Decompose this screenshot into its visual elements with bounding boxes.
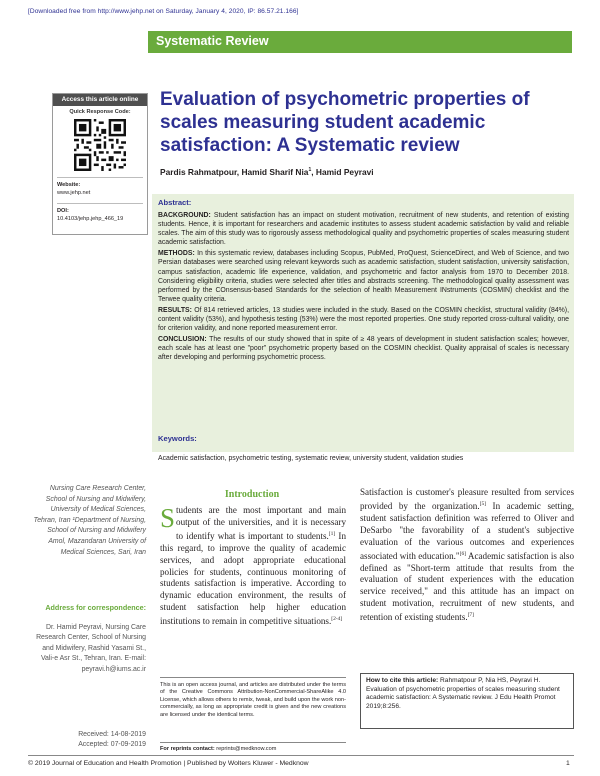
dropcap: S <box>160 503 176 533</box>
divider <box>57 177 143 178</box>
intro-column-2 <box>360 487 574 624</box>
introduction-heading: Introduction <box>224 489 280 500</box>
received-date: Received: 14-08-2019 <box>78 731 146 738</box>
article-title: Evaluation of psychometric properties of scales measuring student academic satisfaction: A Systematic review <box>160 89 530 156</box>
abstract-box <box>152 194 574 452</box>
intro-c2c: Academic satisfaction is also defined as "Short-term attitude that results from the evaluation of student experiences with the education service received," and this attitude has an impact on student motivation, recruitment of new students, and retention of existing students. <box>360 550 574 623</box>
methods-text: In this systematic review, databases including Scopus, PubMed, ProQuest, ScienceDirect, and Web of Science, and two Persian databases were searched using relevant keywords such as academic satisfaction, student satisfaction, university satisfaction, campus satisfaction, academic life experience, validation, and psychometric and factor analysis from 1970 to December 2018. Considering eligibility criteria, studies were selected after titles and abstracts screening. The methodological quality assessment was performed by the COnsensus-based Standards for the selection of health Measurement INstruments (COSMIN) checklist and the Terwee quality criteria. <box>158 250 569 303</box>
intro-c2a: Satisfaction is customer's pleasure resulted from services provided by the organization. <box>360 487 574 511</box>
footer-divider <box>28 755 574 756</box>
website-label: Website: <box>57 182 81 188</box>
results-text: Of 814 retrieved articles, 13 studies were included in the study. Based on the COSMIN checklist, structural validity (84%), content validity (53%), and hypothesis testing (53%) were the most reported properties. One study reported cross-cultural validity, one for criterion validity, and none reported measurement error. <box>158 306 569 333</box>
abstract-body <box>158 211 569 365</box>
author-names: Pardis Rahmatpour, Hamid Sharif Nia <box>160 167 309 177</box>
abstract-background <box>158 211 569 247</box>
abstract-methods <box>158 249 569 304</box>
reprints-email[interactable]: reprints@medknow.com <box>216 746 277 752</box>
website-link[interactable]: www.jehp.net <box>57 189 91 196</box>
abstract-conclusion <box>158 335 569 362</box>
conclusion-text: The results of our study showed that in spite of ≥ 48 years of development in student satisfaction scales; however, each scale has at least one "poor" psychometric property based on the COSMIN checklist. Quality appraisal of scales is necessary after developing and performing psychometric process. <box>158 336 569 362</box>
footer-text: © 2019 Journal of Education and Health Promotion | Published by Wolters Kluwer - Medknow <box>28 760 309 767</box>
correspondence-heading: Address for correspondence: <box>45 603 146 612</box>
intro-p1b: In this regard, to improve the quality of academic services, and adopt appropriate educational policies for students, continuous monitoring of students satisfaction is imperative. According to dynamic education environment, the results of student satisfaction help higher education institutions to remain in competitive situations. <box>160 530 346 627</box>
background-label: BACKGROUND: <box>158 212 211 219</box>
ref-1[interactable]: [1] <box>328 530 336 537</box>
ref-5[interactable]: [7] <box>467 612 475 619</box>
access-article-box <box>52 93 148 235</box>
ref-4[interactable]: [6] <box>459 550 467 557</box>
author-last: , Hamid Peyravi <box>311 167 374 177</box>
reprints-label: For reprints contact: <box>160 746 215 752</box>
intro-column-1 <box>160 505 346 628</box>
dates <box>30 730 146 751</box>
download-banner: [Downloaded free from http://www.jehp.net on Saturday, January 4, 2020, IP: 86.57.21.166] <box>28 8 299 15</box>
open-access-notice: This is an open access journal, and articles are distributed under the terms of the Creative Commons Attribution-NonCommercial-ShareAlike 4.0 License, which allows others to remix, tweak, and build upon the work non-commercially, as long as appropriate credit is given and the new creations are licensed under the identical terms. <box>160 677 346 719</box>
ref-2[interactable]: [2-4] <box>331 616 343 623</box>
cite-text: Rahmatpour P, Nia HS, Peyravi H. Evaluation of psychometric properties of scales measuring student academic satisfaction: A Systematic review. J Edu Health Promot 2019;8:256. <box>366 677 560 710</box>
qr-label: Quick Response Code: <box>69 109 131 115</box>
page-number: 1 <box>566 760 570 767</box>
abstract-results <box>158 306 569 333</box>
authors <box>160 167 374 177</box>
results-label: RESULTS: <box>158 306 192 314</box>
abstract-heading: Abstract: <box>158 198 192 207</box>
affiliation: Nursing Care Research Center, School of Nursing and Midwifery, University of Medical Sciences, Tehran, Iran ¹Department of Nursing, School of Nursing and Midwifery Amol, Mazandaran University of Medical Sciences, Sari, Iran <box>33 485 146 556</box>
affiliation-mark: 1 <box>308 167 312 174</box>
keywords-text: Academic satisfaction, psychometric testing, systematic review, university student, validation studies <box>158 455 464 462</box>
cite-label: How to cite this article: <box>366 677 439 684</box>
cite-box <box>360 673 574 729</box>
conclusion-label: CONCLUSION: <box>158 336 207 344</box>
website-block <box>53 182 147 197</box>
doi-label: DOI: <box>57 208 69 214</box>
doi-block <box>53 208 147 223</box>
keywords-heading: Keywords: <box>158 434 197 443</box>
section-label: Systematic Review <box>156 34 269 48</box>
reprints-line <box>160 742 346 752</box>
doi-link[interactable]: 10.4103/jehp.jehp_466_19 <box>57 215 124 222</box>
intro-c2b: In academic setting, student satisfaction definition was referred to Oliver and DeSarbo "the favorability of a student's subjective evaluation of the various outcomes and experiences associated with education." <box>360 500 574 561</box>
divider <box>57 203 143 204</box>
correspondence-text: Dr. Hamid Peyravi, Nursing Care Research Center, School of Nursing and Midwifery, Rashid Yasami St., Vali-e Asr St., Tehran, Iran. E-mail: peyravi.h@iums.ac.ir <box>36 624 146 673</box>
section-bar <box>148 31 572 53</box>
access-heading: Access this article online <box>53 94 147 106</box>
ref-3[interactable]: [5] <box>479 500 487 507</box>
intro-p1: tudents are the most important and main output of the universities, and it is necessary to identify what is important to students. <box>176 505 346 541</box>
qr-code-icon[interactable] <box>74 119 126 171</box>
background-text: Student satisfaction has an impact on student motivation, recruitment of new students, and retention of existing students. Hence, it is important for researchers and academic institutes to assess student academic satisfaction by valid and reliable scales. The aim of this study was to rigorously assess methodological quality and psychometric properties of scales measuring student academic satisfaction. <box>158 212 569 247</box>
methods-label: METHODS: <box>158 250 195 258</box>
accepted-date: Accepted: 07-09-2019 <box>78 741 146 749</box>
